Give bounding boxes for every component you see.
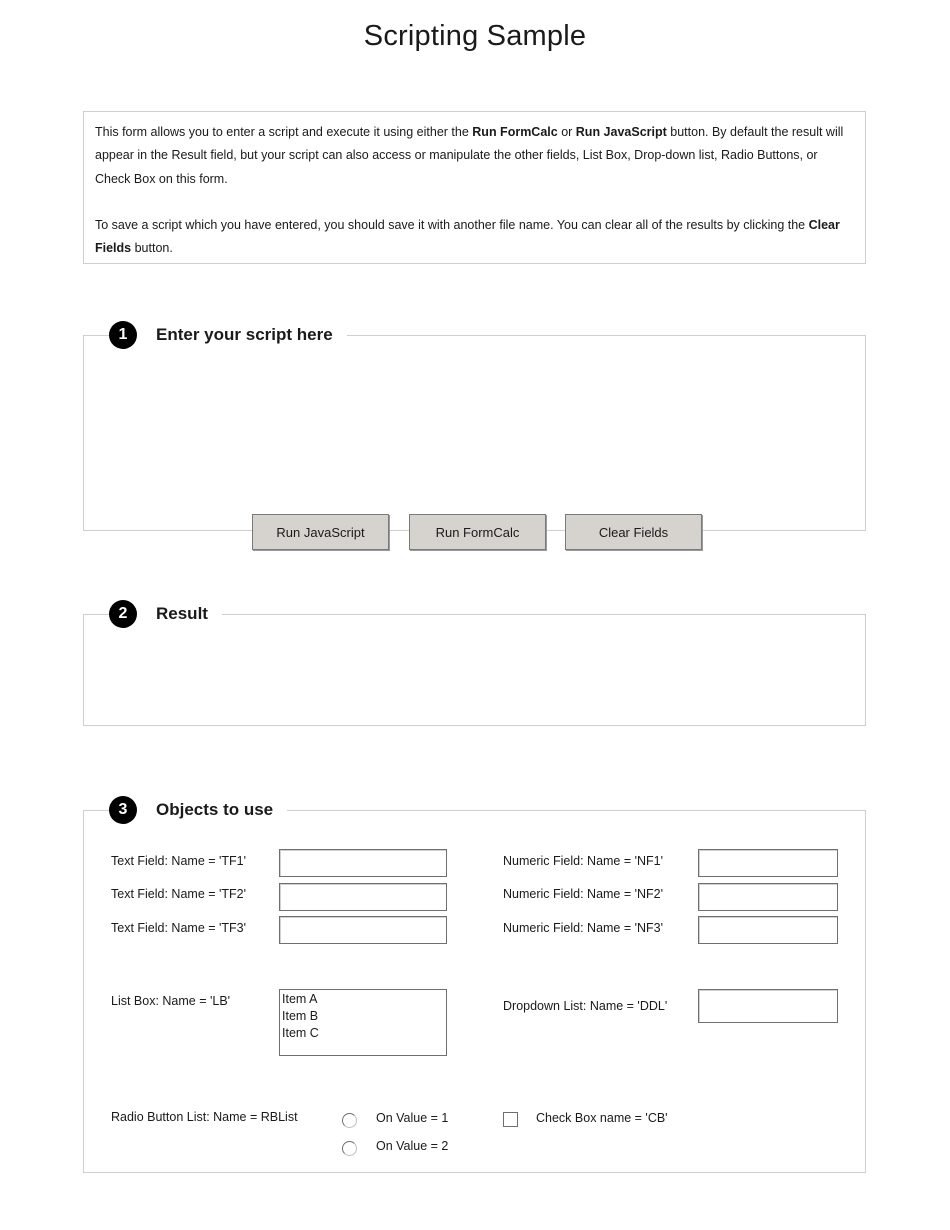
result-section-header [109,600,222,628]
script-section-title: Enter your script here [156,325,333,344]
result-field[interactable] [98,636,854,720]
radio-option-2-label: On Value = 2 [376,1139,449,1153]
radio-option-1[interactable] [342,1113,357,1128]
step-3-badge: 3 [109,796,137,824]
step-1-badge: 1 [109,321,137,349]
nf2-input[interactable] [698,883,838,911]
listbox-label: List Box: Name = 'LB' [111,994,231,1008]
instructions-paragraph-2: To save a script which you have entered, you should save it with another file name. You can clear all of the results by clicking the Clear Fields button. [95,217,840,256]
nf3-input[interactable] [698,916,838,944]
nf1-input[interactable] [698,849,838,877]
dropdown-list[interactable] [698,989,838,1023]
step-2-badge: 2 [109,600,137,628]
list-item[interactable]: Item C [282,1026,319,1040]
tf2-label: Text Field: Name = 'TF2' [111,887,247,901]
radio-option-1-label: On Value = 1 [376,1111,449,1125]
check-box[interactable] [503,1112,518,1127]
instructions-paragraph-1: This form allows you to enter a script and execute it using either the Run FormCalc or Run JavaScript button. By default the result will appear in the Result field, but your script can also access or manipulate the other fields, List Box, Drop-down list, Radio Buttons, or Check Box on this form. [95,125,844,186]
instructions-box [83,111,866,264]
check-box-label: Check Box name = 'CB' [536,1111,668,1125]
tf1-input[interactable] [279,849,447,877]
tf1-label: Text Field: Name = 'TF1' [111,854,247,868]
clear-fields-button[interactable]: Clear Fields [565,514,702,550]
run-formcalc-button[interactable]: Run FormCalc [409,514,546,550]
objects-section-title: Objects to use [156,800,274,819]
list-item[interactable]: Item A [282,992,318,1006]
tf3-input[interactable] [279,916,447,944]
script-input[interactable] [98,356,854,508]
listbox[interactable] [279,989,447,1056]
script-section-header [109,321,347,349]
tf2-input[interactable] [279,883,447,911]
nf2-label: Numeric Field: Name = 'NF2' [503,887,664,901]
result-section-title: Result [156,604,208,623]
tf3-label: Text Field: Name = 'TF3' [111,921,247,935]
page-title: Scripting Sample [363,20,587,52]
radio-list-label: Radio Button List: Name = RBList [111,1110,298,1124]
objects-section-header [109,796,287,824]
list-item[interactable]: Item B [282,1009,319,1023]
run-javascript-button[interactable]: Run JavaScript [252,514,389,550]
nf3-label: Numeric Field: Name = 'NF3' [503,921,664,935]
dropdown-label: Dropdown List: Name = 'DDL' [503,999,668,1013]
radio-option-2[interactable] [342,1141,357,1156]
nf1-label: Numeric Field: Name = 'NF1' [503,854,664,868]
